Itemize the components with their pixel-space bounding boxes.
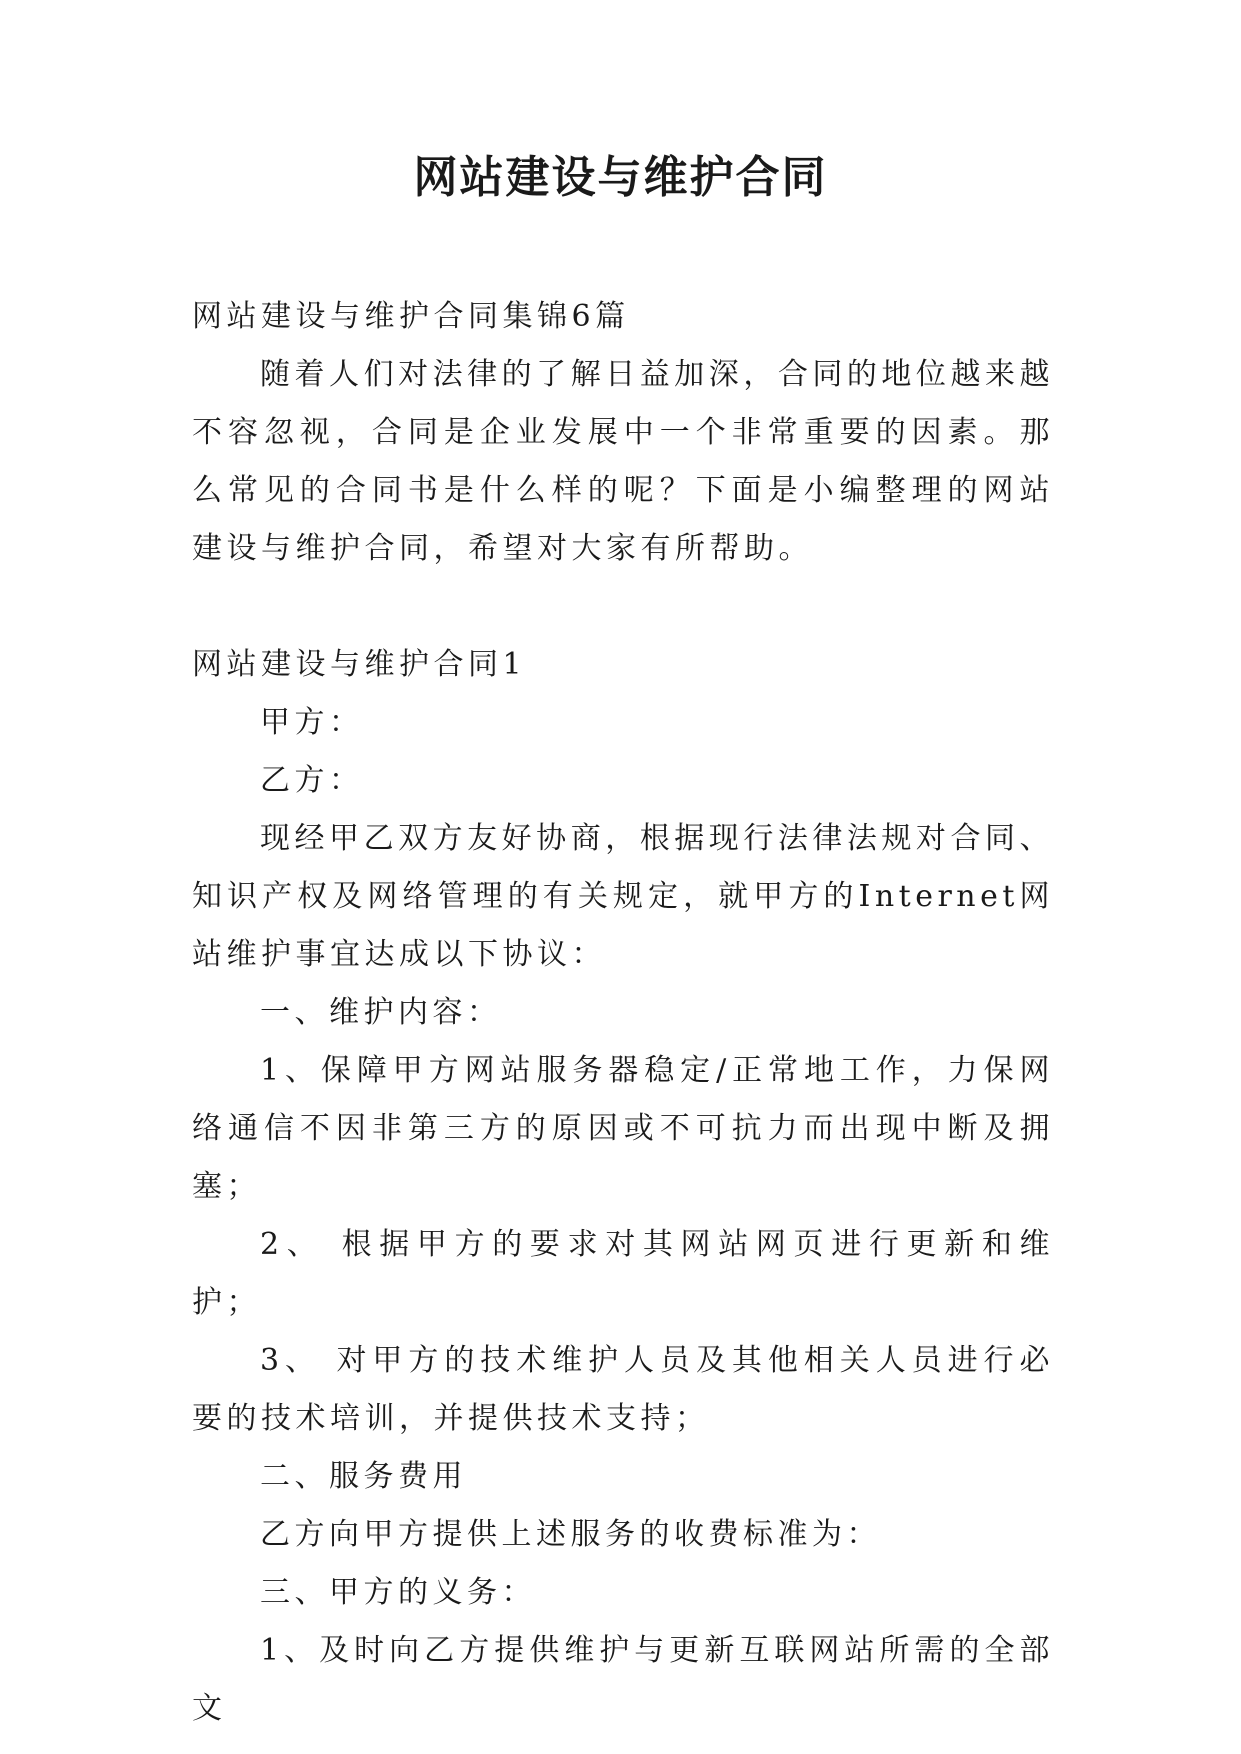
clause-item: 乙方向甲方提供上述服务的收费标准为：: [260, 1517, 881, 1552]
agreement-preamble: 现经甲乙双方友好协商，根据现行法律法规对合同、知识产权及网络管理的有关规定，就甲方的Internet网站维护事宜达成以下协议：: [192, 821, 1054, 972]
section-heading: 网站建设与维护合同1: [192, 647, 527, 682]
clause-heading-maintenance: 一、维护内容：: [260, 995, 502, 1030]
clause-item: 1、保障甲方网站服务器稳定/正常地工作，力保网络通信不因非第三方的原因或不可抗力而出现中断及拥塞；: [192, 1053, 1054, 1204]
clause-item: 3、 对甲方的技术维护人员及其他相关人员进行必要的技术培训，并提供技术支持；: [192, 1343, 1054, 1436]
clause-heading-fees: 二、服务费用: [260, 1459, 467, 1494]
clause-item: 1、及时向乙方提供维护与更新互联网站所需的全部文: [192, 1633, 1054, 1726]
intro-paragraph: 随着人们对法律的了解日益加深，合同的地位越来越不容忽视，合同是企业发展中一个非常重要的因素。那么常见的合同书是什么样的呢？下面是小编整理的网站建设与维护合同，希望对大家有所帮助。: [192, 357, 1054, 566]
document-title: 网站建设与维护合同: [413, 152, 828, 203]
party-b-line: 乙方：: [260, 763, 364, 798]
party-a-line: 甲方：: [260, 705, 364, 740]
clause-heading-obligations: 三、甲方的义务：: [260, 1575, 536, 1610]
document-body: [192, 288, 1054, 1738]
paragraph-gap: [192, 578, 1054, 636]
collection-heading: 网站建设与维护合同集锦6篇: [192, 299, 630, 334]
clause-item: 2、 根据甲方的要求对其网站网页进行更新和维护；: [192, 1227, 1054, 1320]
